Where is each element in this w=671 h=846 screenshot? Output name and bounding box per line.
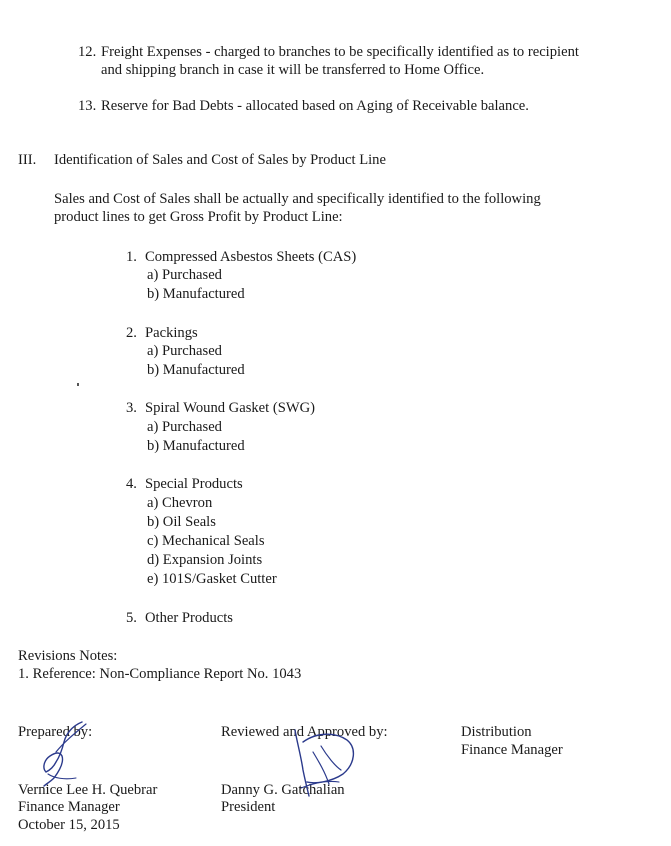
product-subitem: a) Chevron <box>147 495 213 511</box>
product-line-name: Special Products <box>145 476 243 492</box>
product-subitem: e) 101S/Gasket Cutter <box>147 571 277 587</box>
product-subitem: b) Manufactured <box>147 438 245 454</box>
product-line-name: Spiral Wound Gasket (SWG) <box>145 400 316 416</box>
preparer-signature <box>20 712 115 792</box>
revisions-note: 1. Reference: Non-Compliance Report No. 1043 <box>18 666 302 682</box>
product-line-name: Compressed Asbestos Sheets (CAS) <box>145 249 357 265</box>
section-number: III. <box>18 152 37 168</box>
product-line-name: Other Products <box>145 610 233 626</box>
product-line-number: 5. <box>126 610 137 626</box>
product-subitem: b) Manufactured <box>147 286 245 302</box>
distribution-label: Distribution <box>461 724 532 740</box>
preparer-name: Vernice Lee H. Quebrar <box>18 782 158 798</box>
prepared-by-label: Prepared by: <box>18 724 93 740</box>
item-text: and shipping branch in case it will be transferred to Home Office. <box>101 62 485 78</box>
preparer-title: Finance Manager <box>18 799 120 815</box>
item-number: 12. <box>78 44 97 60</box>
product-line-name: Packings <box>145 325 198 341</box>
section-heading: Identification of Sales and Cost of Sales by Product Line <box>54 152 386 168</box>
product-line-number: 1. <box>126 249 137 265</box>
item-text: Freight Expenses - charged to branches to be specifically identified as to recipient <box>101 44 579 60</box>
product-line-number: 3. <box>126 400 137 416</box>
approver-title: President <box>221 799 276 815</box>
distribution-value: Finance Manager <box>461 742 563 758</box>
product-subitem: b) Oil Seals <box>147 514 216 530</box>
scan-speck <box>77 383 79 386</box>
item-number: 13. <box>78 98 97 114</box>
product-subitem: a) Purchased <box>147 419 222 435</box>
product-subitem: a) Purchased <box>147 267 222 283</box>
product-line-number: 2. <box>126 325 137 341</box>
product-subitem: c) Mechanical Seals <box>147 533 265 549</box>
product-line-number: 4. <box>126 476 137 492</box>
product-subitem: d) Expansion Joints <box>147 552 263 568</box>
section-paragraph: product lines to get Gross Profit by Product Line: <box>54 209 343 225</box>
approver-name: Danny G. Gatchalian <box>221 782 345 798</box>
product-subitem: a) Purchased <box>147 343 222 359</box>
item-text: Reserve for Bad Debts - allocated based on Aging of Receivable balance. <box>101 98 529 114</box>
section-paragraph: Sales and Cost of Sales shall be actually and specifically identified to the following <box>54 191 541 207</box>
product-subitem: b) Manufactured <box>147 362 245 378</box>
prepared-date: October 15, 2015 <box>18 817 120 833</box>
approver-signature <box>255 722 365 802</box>
revisions-title: Revisions Notes: <box>18 648 118 664</box>
reviewed-by-label: Reviewed and Approved by: <box>221 724 388 740</box>
